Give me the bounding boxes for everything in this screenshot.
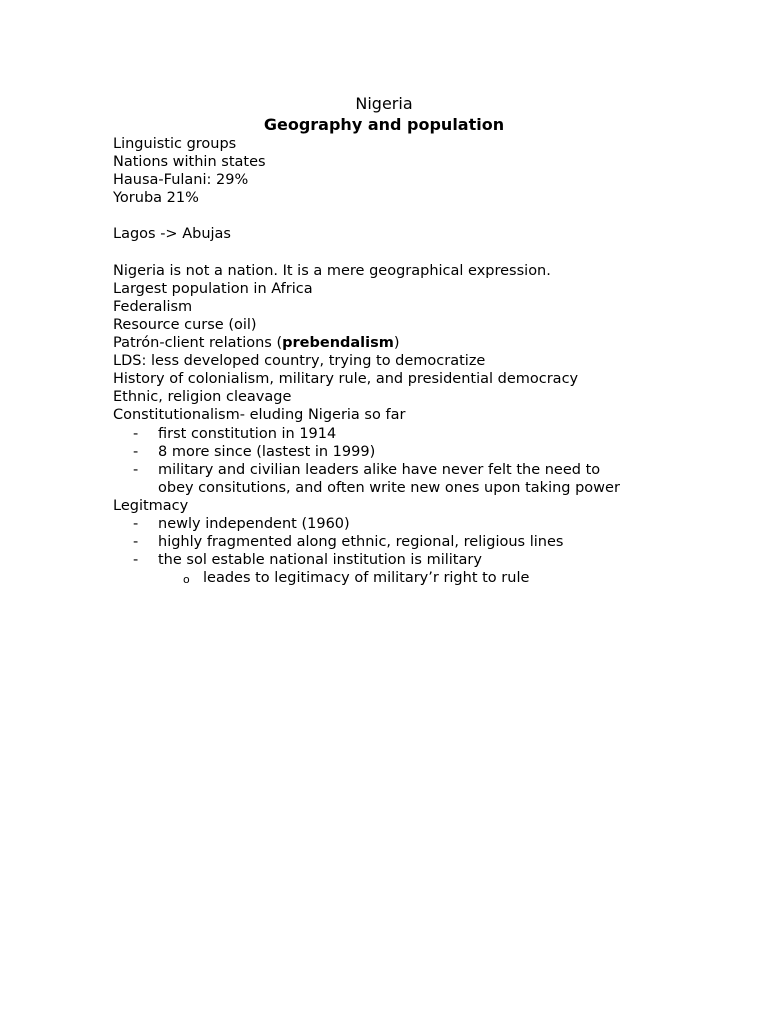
dash-bullet: - (133, 425, 139, 442)
text-line: Yoruba 21% (113, 190, 199, 207)
circle-bullet: o (183, 573, 190, 587)
document-body (113, 135, 733, 587)
list-item-text: military and civilian leaders alike have never felt the need to (158, 461, 601, 478)
list-item (113, 551, 733, 569)
document-subtitle: Geography and population (263, 115, 505, 134)
sub-list-item-text: leades to legitimacy of military’r right to rule (203, 570, 530, 587)
text-line: Ethnic, religion cleavage (113, 389, 292, 406)
list-item-text: 8 more since (lastest in 1999) (158, 443, 376, 460)
text-line: Lagos -> Abujas (113, 226, 231, 243)
dash-bullet: - (133, 552, 139, 569)
list-item-continuation: obey consitutions, and often write new ones upon taking power (158, 479, 620, 496)
dash-bullet: - (133, 443, 139, 460)
text-line: Constitutionalism- eluding Nigeria so far (113, 407, 406, 424)
list-item-text: the sol estable national institution is military (158, 552, 482, 569)
list-item-text: first constitution in 1914 (158, 425, 337, 442)
patron-prefix: Patrón-client relations ( (113, 335, 283, 352)
text-line: Linguistic groups (113, 136, 237, 152)
blank-line (113, 207, 733, 225)
list-item-text: highly fragmented along ethnic, regional, religious lines (158, 534, 564, 551)
dash-bullet: - (133, 461, 139, 478)
text-line: History of colonialism, military rule, and presidential democracy (113, 371, 579, 388)
list-item-text: newly independent (1960) (158, 515, 350, 532)
text-line: LDS: less developed country, trying to democratize (113, 353, 486, 370)
list-item (113, 461, 733, 479)
text-line: Federalism (113, 298, 193, 315)
list-item (113, 515, 733, 533)
list-item (113, 425, 733, 443)
list-item (113, 533, 733, 551)
text-line: Nigeria is not a nation. It is a mere geographical expression. (113, 262, 551, 279)
text-line: Largest population in Africa (113, 280, 313, 297)
dash-bullet: - (133, 515, 139, 532)
patron-line (113, 334, 733, 352)
legitimacy-heading: Legitmacy (113, 497, 189, 514)
dash-bullet: - (133, 534, 139, 551)
list-item (113, 443, 733, 461)
text-line: Hausa-Fulani: 29% (113, 172, 249, 189)
text-line: Resource curse (oil) (113, 316, 257, 333)
sub-list-item (113, 569, 733, 587)
patron-suffix: ) (393, 335, 400, 352)
patron-bold-term: prebendalism (282, 335, 394, 352)
document-title: Nigeria (355, 94, 413, 113)
blank-line (113, 244, 733, 262)
text-line: Nations within states (113, 154, 266, 171)
